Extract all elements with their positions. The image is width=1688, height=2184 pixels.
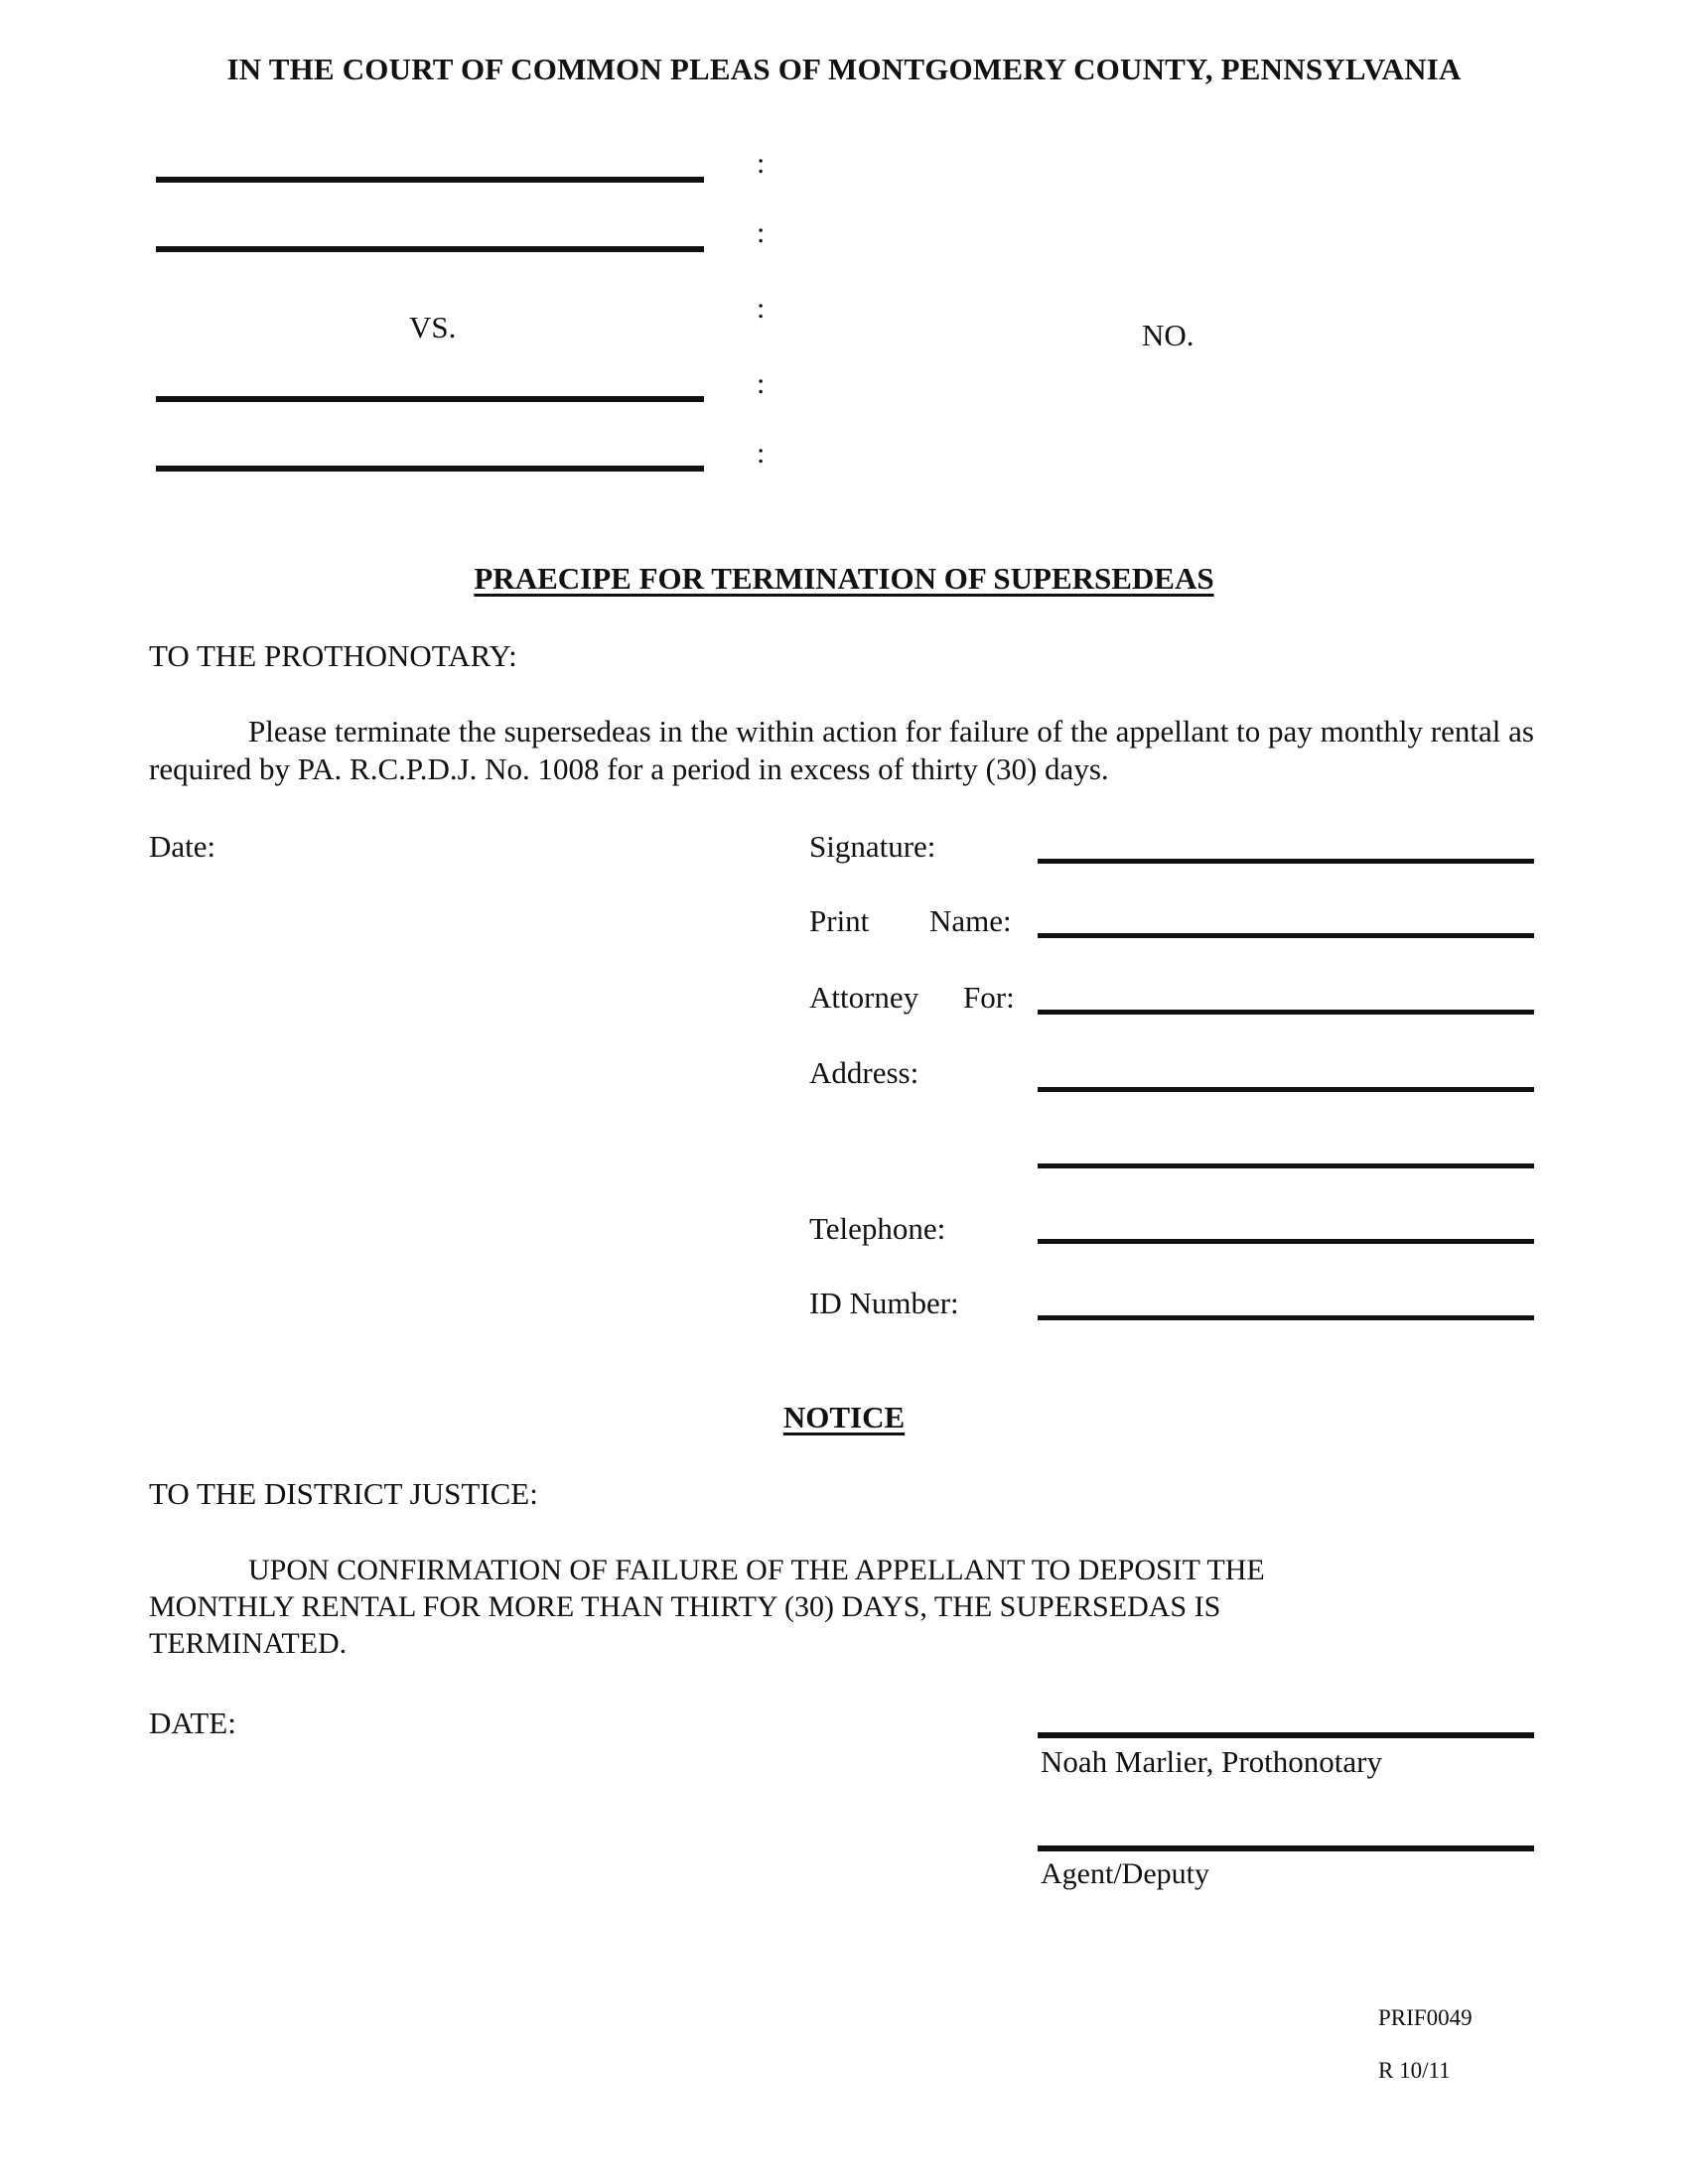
address-line-1[interactable] xyxy=(1038,1087,1534,1092)
name-label: Name: xyxy=(929,903,1012,938)
caption-colon-4: : xyxy=(757,367,766,400)
praecipe-title xyxy=(0,561,1688,597)
date-label: Date: xyxy=(149,829,216,864)
form-revision: R 10/11 xyxy=(1378,2058,1451,2083)
agent-signature-line[interactable] xyxy=(1038,1845,1534,1851)
notice-title xyxy=(0,1400,1688,1435)
print-name-line[interactable] xyxy=(1038,933,1534,938)
signature-label: Signature: xyxy=(809,829,936,864)
prothonotary-addressee: TO THE PROTHONOTARY: xyxy=(149,638,517,673)
caption-colon-2: : xyxy=(757,216,766,249)
case-number-label: NO. xyxy=(1142,318,1195,352)
address-label: Address: xyxy=(809,1055,919,1090)
court-title: IN THE COURT OF COMMON PLEAS OF MONTGOMERY COUNTY, PENNSYLVANIA xyxy=(226,52,1462,86)
notice-date-label: DATE: xyxy=(149,1706,236,1740)
attorney-for-line[interactable] xyxy=(1038,1010,1534,1015)
for-label: For: xyxy=(963,980,1015,1015)
id-number-line[interactable] xyxy=(1038,1315,1534,1320)
defendant-line-1[interactable] xyxy=(156,396,704,402)
vs-label: VS. xyxy=(409,310,457,344)
notice-body-text: UPON CONFIRMATION OF FAILURE OF THE APPELLANT TO DEPOSIT THE MONTHLY RENTAL FOR MORE THAN THIRTY (30) DAYS, THE SUPERSEDAS IS TERMINATED. xyxy=(149,1554,1265,1660)
address-line-2[interactable] xyxy=(1038,1163,1534,1168)
print-label: Print xyxy=(809,903,870,938)
telephone-line[interactable] xyxy=(1038,1239,1534,1244)
telephone-label: Telephone: xyxy=(809,1211,946,1246)
prothonotary-name: Noah Marlier, Prothonotary xyxy=(1041,1744,1382,1779)
signature-line[interactable] xyxy=(1038,859,1534,864)
agent-deputy-label: Agent/Deputy xyxy=(1041,1857,1209,1890)
plaintiff-line-2[interactable] xyxy=(156,246,704,252)
district-justice-addressee: TO THE DISTRICT JUSTICE: xyxy=(149,1476,538,1511)
form-code: PRIF0049 xyxy=(1378,2005,1473,2030)
plaintiff-line-1[interactable] xyxy=(156,177,704,183)
caption-colon-5: : xyxy=(757,437,766,470)
prothonotary-signature-line[interactable] xyxy=(1038,1732,1534,1738)
praecipe-body xyxy=(149,713,1534,788)
notice-body xyxy=(149,1552,1390,1662)
defendant-line-2[interactable] xyxy=(156,466,704,472)
caption-colon-1: : xyxy=(757,147,766,180)
id-number-label: ID Number: xyxy=(809,1286,959,1320)
caption-colon-3: : xyxy=(757,292,766,325)
praecipe-title-text: PRAECIPE FOR TERMINATION OF SUPERSEDEAS xyxy=(474,561,1214,596)
notice-title-text: NOTICE xyxy=(782,1400,906,1434)
attorney-label: Attorney xyxy=(809,980,919,1015)
praecipe-body-text: Please terminate the supersedeas in the within action for failure of the appellant to pay monthly rental as required by PA. R.C.P.D.J. No. 1008 for a period in excess of thirty (30) days. xyxy=(149,714,1534,786)
